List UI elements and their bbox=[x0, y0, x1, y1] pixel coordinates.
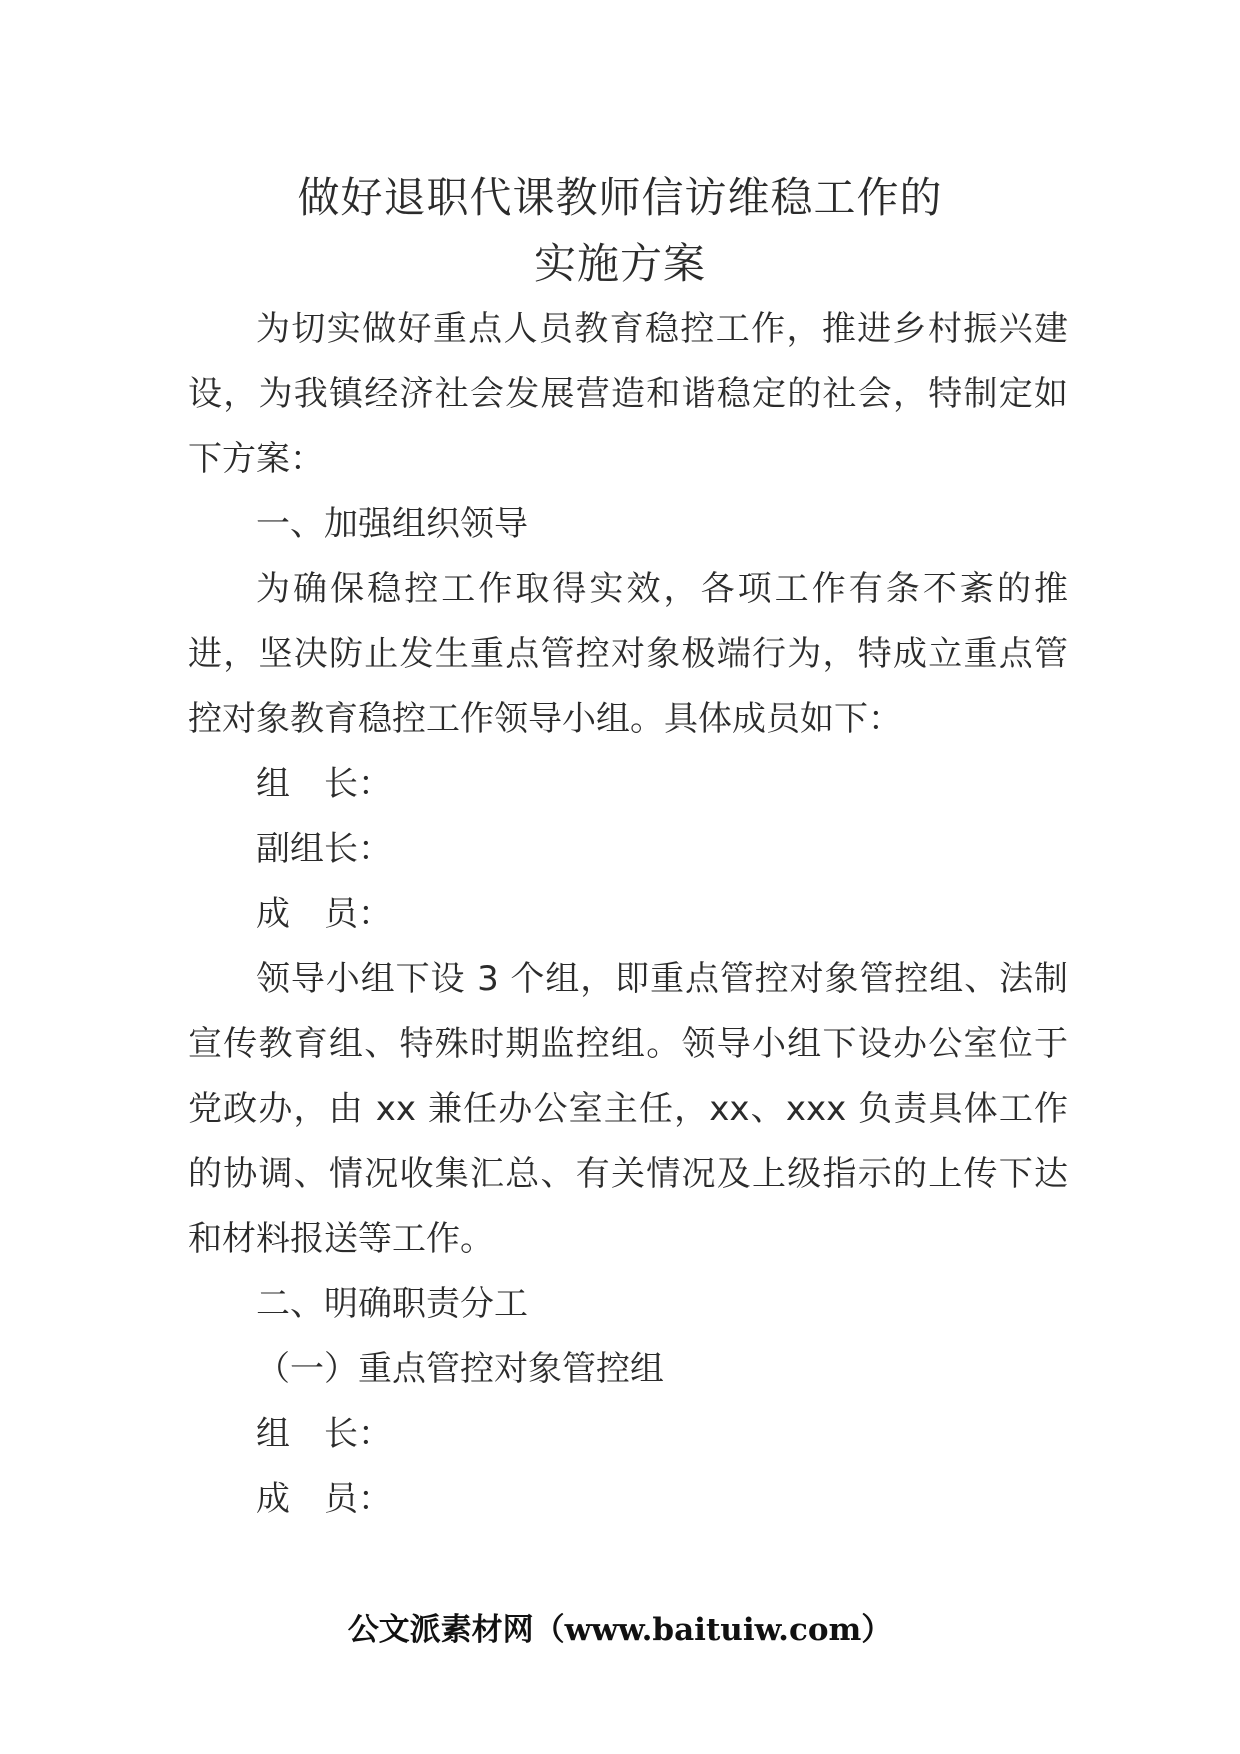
section-1-paragraph: 为确保稳控工作取得实效，各项工作有条不紊的推进，坚决防止发生重点管控对象极端行为，特成立重点管控对象教育稳控工作领导小组。具体成员如下： bbox=[188, 569, 1068, 739]
role-deputy-leader: 副组长： bbox=[256, 829, 392, 869]
document-title-line-2: 实施方案 bbox=[533, 239, 706, 288]
section-1-paragraph-2: 领导小组下设 3 个组，即重点管控对象管控组、法制宣传教育组、特殊时期监控组。领导小组下设办公室位于党政办，由 xx 兼任办公室主任，xx、xxx 负责具体工作的协调、情况收集汇总、有关情况及上级指示的上传下达和材料报送等工作。 bbox=[188, 959, 1068, 1259]
document-body bbox=[188, 297, 1068, 1532]
footer-watermark-text: 公文派素材网（www.baituiw.com） bbox=[347, 1612, 893, 1648]
section-2-heading: 二、明确职责分工 bbox=[256, 1284, 528, 1324]
section-1-heading: 一、加强组织领导 bbox=[256, 504, 528, 544]
subsection-role-leader: 组 长： bbox=[256, 1414, 392, 1454]
subsection-1-heading: （一）重点管控对象管控组 bbox=[256, 1349, 664, 1389]
document-title-line-1: 做好退职代课教师信访维稳工作的 bbox=[297, 173, 943, 222]
role-members: 成 员： bbox=[256, 894, 392, 934]
subsection-role-members: 成 员： bbox=[256, 1479, 392, 1519]
intro-paragraph: 为切实做好重点人员教育稳控工作，推进乡村振兴建设，为我镇经济社会发展营造和谐稳定的社会，特制定如下方案： bbox=[188, 309, 1068, 479]
role-leader: 组 长： bbox=[256, 764, 392, 804]
